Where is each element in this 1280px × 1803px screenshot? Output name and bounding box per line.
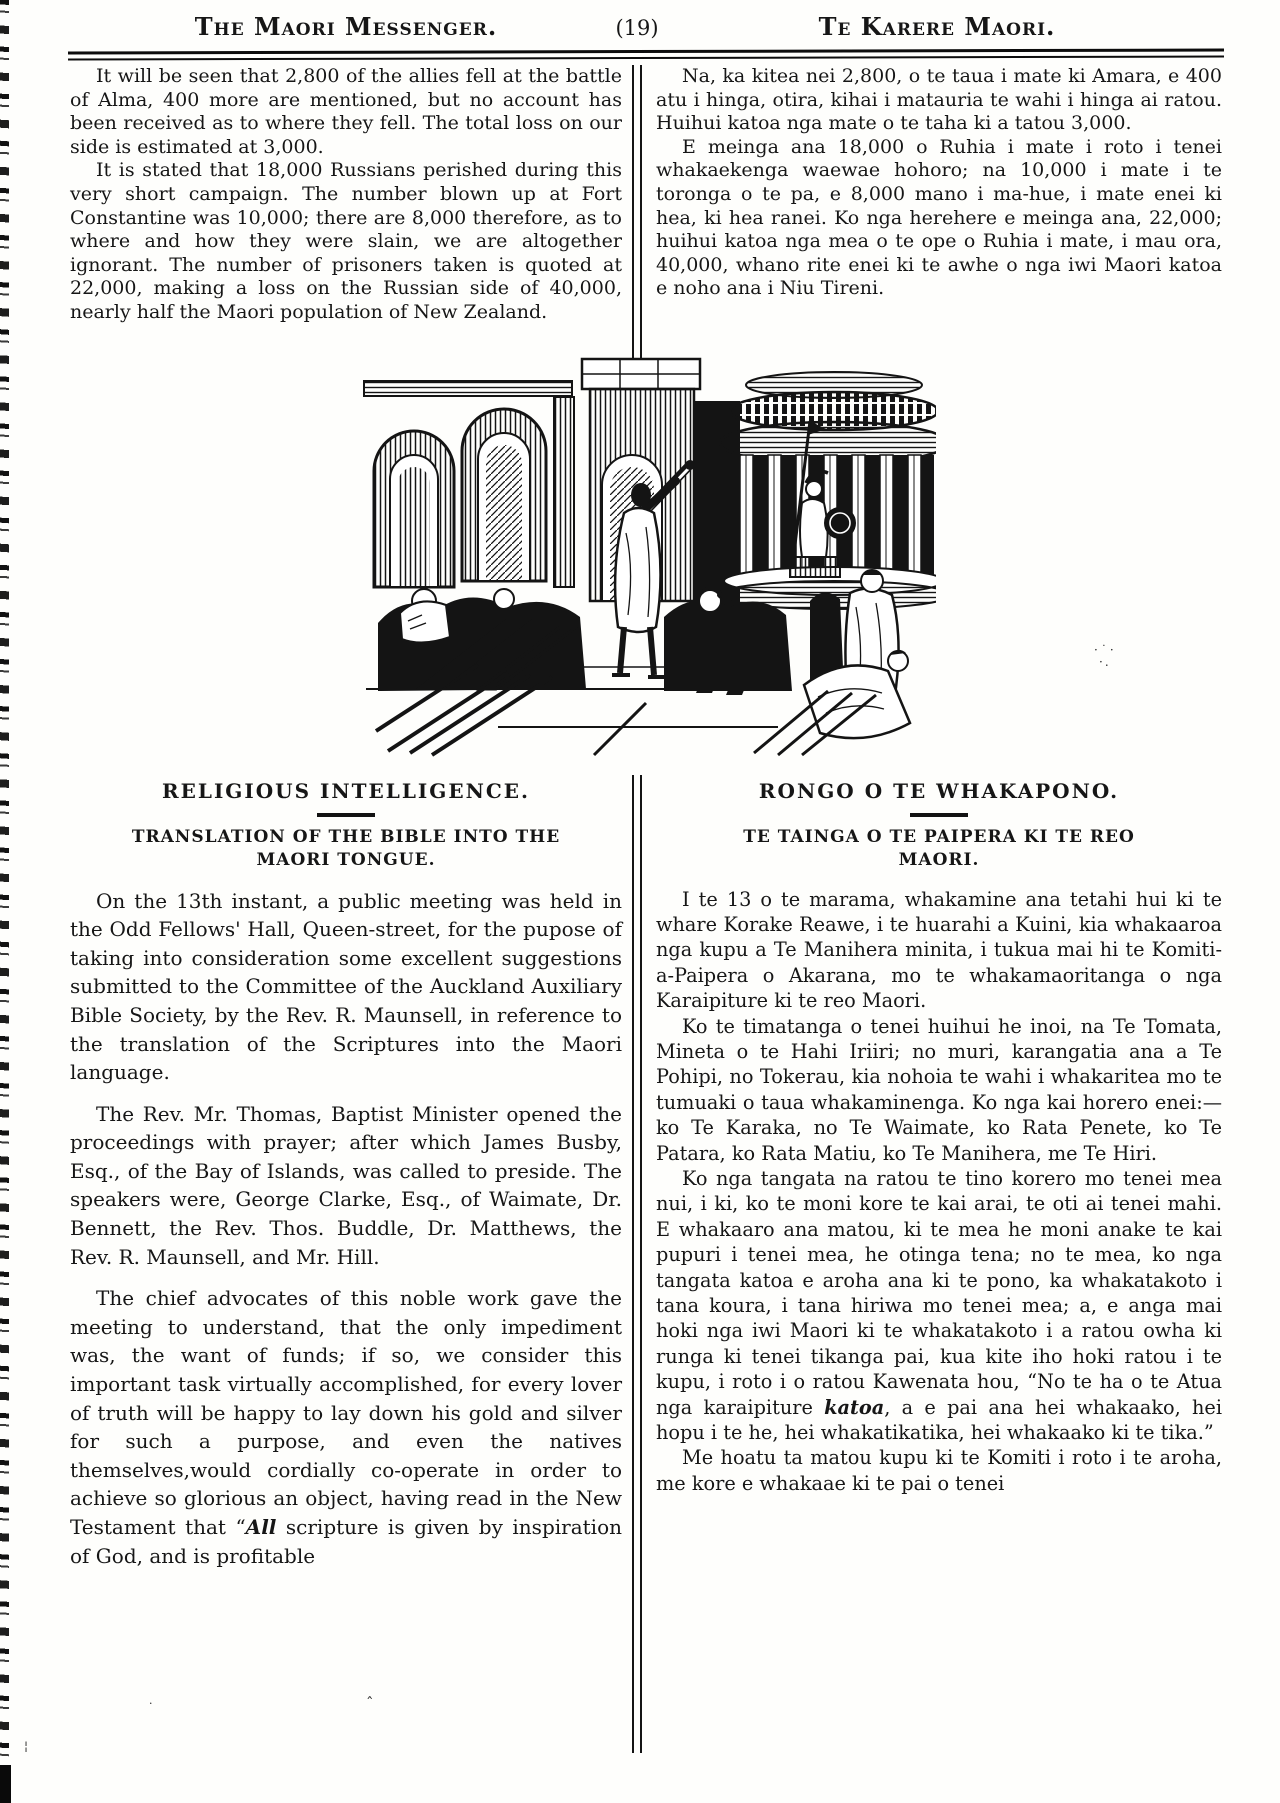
binding-edge-artifact — [0, 0, 9, 1803]
ink-speck: ·˙· — [1094, 643, 1117, 657]
war-news-english-paragraph: It is stated that 18,000 Russians perished during this very short campaign. The number blown up at Fort Constantine was 10,000; there are 8,000 therefore, as to where and how they were slain, we are altogether ignorant. The number of prisoners taken is quoted at 22,000, making a loss on the Russian side of 40,000, nearly half the Maori population of New Zealand. — [70, 159, 622, 323]
ink-speck: · — [149, 1697, 153, 1710]
newspaper-title-maori: Te Karere Maori. — [818, 12, 1056, 41]
ink-speck: ¦ — [24, 1739, 29, 1753]
engraving-image — [358, 355, 936, 757]
religious-maori-paragraph: Ko te timatanga o tenei huihui he inoi, na Te Tomata, Mineta o te Hahi Iriiri; no muri, karangatia ana a Te Pohipi, no Tokerau, kia nohoia te wahi i whakaritea mo te tumuaki o taua whakaminenga. Ko nga kai horero enei:—ko Te Karaka, no Te Waimate, ko Rata Penete, ko Te Patara, ko Rata Matiu, ko Te Manihera, me Te Hiri. — [656, 1014, 1222, 1165]
engraving-block — [0, 355, 1280, 757]
italic-quote-word: All — [245, 1515, 277, 1539]
section-title-maori: RONGO O TE WHAKAPONO. — [758, 778, 1120, 803]
war-news-english-column — [70, 65, 622, 325]
engraving-left-arches — [364, 381, 574, 587]
war-news-maori-column — [656, 65, 1222, 325]
section-title-rule — [910, 813, 968, 817]
religious-maori-paragraph: I te 13 o te marama, whakamine ana tetahi hui ki te whare Korake Reawe, i te huarahi a Kuini, kia whakaaroa nga kupu a Te Manihera minita, i tukua mai hi te Komiti-a-Paipera o Akarana, mo te whakamaoritanga o nga Karaipiture ki te reo Maori. — [656, 887, 1222, 1013]
masthead — [0, 0, 1280, 41]
ink-speck: ·. — [1099, 655, 1111, 669]
religious-english-paragraph: The Rev. Mr. Thomas, Baptist Minister opened the proceedings with prayer; after which James Busby, Esq., of the Bay of Islands, was called to preside. The speakers were, George Clarke, Esq., of Waimate, Dr. Bennett, the Rev. Thos. Buddle, Dr. Matthews, the Rev. R. Maunsell, and Mr. Hill. — [70, 1101, 622, 1269]
religious-english-paragraph: The chief advocates of this noble work gave the meeting to understand, that the only impediment was, the want of funds; if so, we consider this important task virtually accomplished, for every lover of truth will be happy to lay down his gold and silver for such a purpose, and even the natives themselves,would cordially co-operate in order to achieve so glorious an object, having read in the New Testament that “All scripture is given by inspiration of God, and is profitable — [70, 1286, 622, 1568]
war-news-maori-paragraph: E meinga ana 18,000 o Ruhia i mate i roto i tenei whakaekenga waewae hohoro; na 10,000 i mate i te toronga o te pa, e 8,000 mano i ma-hue, i mate enei ki hea, ki hea ranei. Ko nga herehere e meinga ana, 22,000; huihui katoa nga mea o te ope o Ruhia i mate, i mau ora, 40,000, whano rite enei ki te awhe o nga iwi Maori katoa e noho ana i Niu Tireni. — [656, 135, 1222, 300]
italic-quote-word: katoa — [824, 1395, 885, 1419]
article-subtitle-maori: TE TAINGA O TE PAIPERA KI TE REO MAORI. — [743, 826, 1135, 870]
war-news-maori-paragraph: Na, ka kitea nei 2,800, o te taua i mate ki Amara, e 400 atu i hinga, otira, kihai i matauria te wahi i hinga ai ratou. Huihui katoa nga mate o te taha ki a tatou 3,000. — [656, 65, 1222, 135]
binding-edge-foot-artifact — [0, 1765, 11, 1803]
newspaper-title-english: The Maori Messenger. — [194, 12, 498, 41]
religious-maori-paragraph: Me hoatu ta matou kupu ki te Komiti i roto i te aroha, me kore e whakaae ki te pai o tenei — [656, 1446, 1222, 1495]
article-subtitle-english: TRANSLATION OF THE BIBLE INTO THE MAORI TONGUE. — [131, 826, 561, 870]
section-title-english: RELIGIOUS INTELLIGENCE. — [162, 778, 530, 803]
page-number: (19) — [615, 16, 659, 40]
religious-english-column — [70, 775, 622, 1753]
ink-mark-caret: ˆ — [366, 1694, 374, 1712]
war-news-section — [0, 59, 1280, 325]
column-divider-rule — [632, 65, 642, 359]
religious-maori-column — [656, 775, 1222, 1753]
religious-intelligence-section — [0, 765, 1280, 1753]
war-news-english-paragraph: It will be seen that 2,800 of the allies fell at the battle of Alma, 400 more are mentioned, but no account has been received as to where they fell. The total loss on our side is estimated at 3,000. — [70, 65, 622, 158]
religious-english-paragraph: On the 13th instant, a public meeting was held in the Odd Fellows' Hall, Queen-street, for the pupose of taking into consideration some excellent suggestions submitted to the Committee of the Auckland Auxiliary Bible Society, by the Rev. R. Maunsell, in reference to the translation of the Scriptures into the Maori language. — [70, 888, 622, 1085]
religious-maori-paragraph: Ko nga tangata na ratou te tino korero mo tenei mea nui, i ki, ko te moni kore te kai arai, te oti ai tenei mahi. E whakaaro ana matou, ki te mea he moni anake te kai pupuri i tenei mea, he otinga tena; no te mea, ko nga tangata katoa e aroha ana ki te pono, ka whakatakoto i tana koura, i tana hiriwa mo tenei mea; a, e anga mai hoki nga iwi Maori ki te whakatakoto i a ratou owha ki runga ki tenei tikanga pai, kua kite iho hoki ratou i te kupu, i roto i o ratou Kawenata hou, “No te ha o te Atua nga karaipiture katoa, a e pai ana hei whakaako, hei hopu i te he, hei whakatikatika, hei whakaako ki te tika.” — [656, 1167, 1223, 1445]
section-title-rule — [317, 813, 375, 817]
column-divider-rule — [632, 775, 642, 1753]
